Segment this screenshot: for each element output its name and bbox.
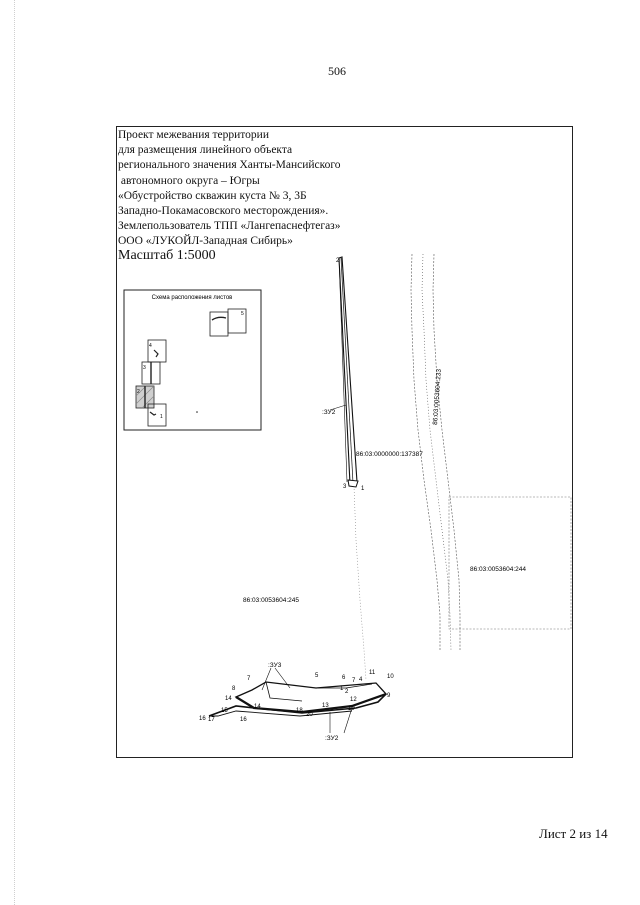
point-label: 3 [343, 484, 347, 490]
zu2-upper-outline [339, 257, 357, 484]
point-label: 1 [361, 486, 365, 492]
point-label: 20 [306, 712, 313, 718]
point-label: 7 [352, 678, 356, 684]
title-line: Проект межевания территории [118, 129, 269, 141]
zu3-leader-1 [262, 668, 271, 690]
inset-sheet-2-label: 2 [137, 389, 140, 395]
scale-label: Масштаб 1:5000 [118, 248, 216, 263]
sheet-number-label: Лист 2 из 14 [539, 826, 608, 841]
title-line: автономного округа – Югры [118, 174, 260, 187]
inset-sheet-5-label: 5 [241, 311, 244, 317]
inset-dot [196, 411, 198, 413]
point-label: 16 [199, 716, 206, 722]
zu2-upper-strip [330, 257, 358, 487]
point-label: 18 [296, 708, 303, 714]
parcel-label-zu3: :ЗУ3 [268, 662, 282, 669]
cadastral-label-244: 86:03:0053604:244 [470, 566, 527, 573]
title-line: Землепользователь ТПП «Лангепаснефтегаз» [118, 220, 341, 233]
zu2-upper-end [348, 480, 358, 487]
track-trace [354, 486, 366, 680]
point-label: 13 [322, 703, 329, 709]
parcel-label-zu2-upper: :ЗУ2 [322, 409, 336, 416]
cadastral-label-233: 86:03:0053604:233 [432, 368, 443, 426]
parcel-label-zu2-lower: :ЗУ2 [325, 735, 339, 742]
sheet-layout-inset [124, 290, 261, 430]
inset-title: Схема расположения листов [151, 295, 233, 301]
title-line: ООО «ЛУКОЙЛ-Западная Сибирь» [118, 235, 293, 248]
point-label: 14 [254, 704, 261, 710]
corridor-line-east [433, 254, 460, 650]
point-label: 8 [232, 686, 236, 692]
point-label: 11 [369, 670, 376, 676]
inset-sheet-3-label: 3 [143, 365, 146, 371]
point-label: 19 [348, 706, 355, 712]
zu3-leader-2 [275, 668, 290, 688]
point-label: 15 [221, 708, 228, 714]
title-line: Западно-Покамасовского месторождения». [118, 205, 329, 218]
point-label: 10 [387, 674, 394, 680]
point-label: 16 [240, 717, 247, 723]
page-number: 506 [328, 64, 346, 78]
point-label: 7 [247, 676, 251, 682]
title-line: регионального значения Ханты-Мансийского [118, 159, 341, 172]
cadastral-label-137387: 86:03:0000000:137387 [356, 451, 423, 458]
point-label: 5 [315, 673, 319, 679]
point-label: 4 [359, 677, 363, 683]
point-label: 6 [342, 675, 346, 681]
point-label: 9 [387, 693, 391, 699]
point-label: 17 [208, 717, 215, 723]
parcel-244-boundary [449, 497, 571, 629]
zu3-inner [266, 682, 302, 701]
point-label: 12 [350, 697, 357, 703]
inset-sheet-4-label: 4 [149, 343, 152, 349]
title-line: «Обустройство скважин куста № 3, 3Б [118, 189, 307, 202]
corridor-center-line [422, 254, 451, 650]
title-line: для размещения линейного объекта [118, 144, 293, 157]
point-label: 14 [225, 696, 232, 702]
point-label: 2 [345, 689, 349, 695]
cadastral-label-245: 86:03:0053604:245 [243, 597, 300, 604]
point-label: 1 [340, 686, 344, 692]
point-label: 2 [336, 258, 340, 264]
zu2-lower-edge [209, 711, 352, 716]
inset-sheet-1-label: 1 [160, 414, 163, 420]
